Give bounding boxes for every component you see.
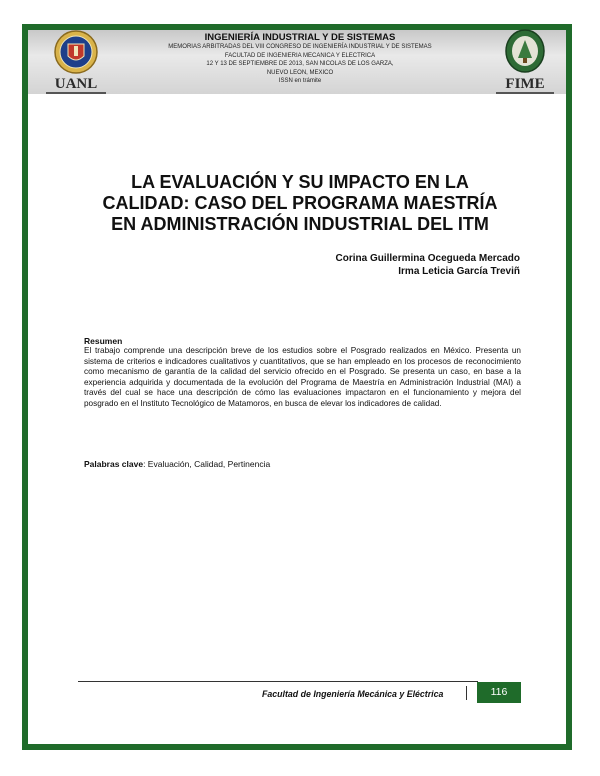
conference-header [120, 32, 480, 86]
paper-title-line: CALIDAD: CASO DEL PROGRAMA MAESTRÍA [102, 193, 498, 213]
footer-rule [78, 681, 478, 682]
conference-line: NUEVO LEON, MEXICO [266, 69, 334, 76]
conference-line: FACULTAD DE INGENIERIA MECANICA Y ELECTRICA [224, 52, 376, 59]
keywords-label: Palabras clave [84, 459, 144, 469]
conference-line: MEMORIAS ARBITRADAS DEL VIII CONGRESO DE INGENIERÍA INDUSTRIAL Y DE SISTEMAS [168, 44, 432, 50]
uanl-logo-label: UANL [46, 76, 106, 94]
abstract-heading: Resumen [84, 336, 123, 346]
paper-title [80, 172, 520, 235]
author-name: Irma Leticia García Treviñ [398, 266, 520, 277]
conference-line: 12 Y 13 DE SEPTIEMBRE DE 2013, SAN NICOLAS DE LOS GARZA, [206, 61, 394, 67]
page-number: 116 [477, 682, 521, 703]
keywords-values: : Evaluación, Calidad, Pertinencia [143, 459, 271, 469]
fime-seal-icon [504, 28, 546, 74]
paper-title-line: LA EVALUACIÓN Y SU IMPACTO EN LA [131, 172, 469, 192]
uanl-seal-icon [52, 30, 100, 74]
conference-line: ISSN en trámite [278, 78, 322, 84]
fime-logo-label: FIME [496, 76, 554, 94]
abstract-text: El trabajo comprende una descripción breve de los estudios sobre el Posgrado realizados en México. Presenta un sistema de criterios e indicadores cualitativos y cuantitativos, que se han empleado en los procesos de reconocimiento como mecanismo de garantía de la calidad del servicio ofrecido en el Posgrado. Se presenta un caso, en base a la experiencia adquirida y documentada de la evolución del Programa de Maestría en Administración Industrial (MAI) a través del cual se hace una descripción de cómo las evaluaciones impactaron en el funcionamiento y mejora del posgrado en el Instituto Tecnológico de Matamoros, en busca de elevar los indicadores de calidad. [84, 346, 521, 408]
author-name: Corina Guillermina Ocegueda Mercado [335, 253, 520, 264]
conference-title: INGENIERÍA INDUSTRIAL Y DE SISTEMAS [204, 32, 396, 43]
footer-separator [466, 686, 467, 700]
author-list [336, 252, 521, 278]
footer-faculty: Facultad de Ingeniería Mecánica y Eléctrica [262, 689, 444, 699]
keywords [84, 459, 270, 469]
paper-title-line: EN ADMINISTRACIÓN INDUSTRIAL DEL ITM [111, 214, 489, 234]
